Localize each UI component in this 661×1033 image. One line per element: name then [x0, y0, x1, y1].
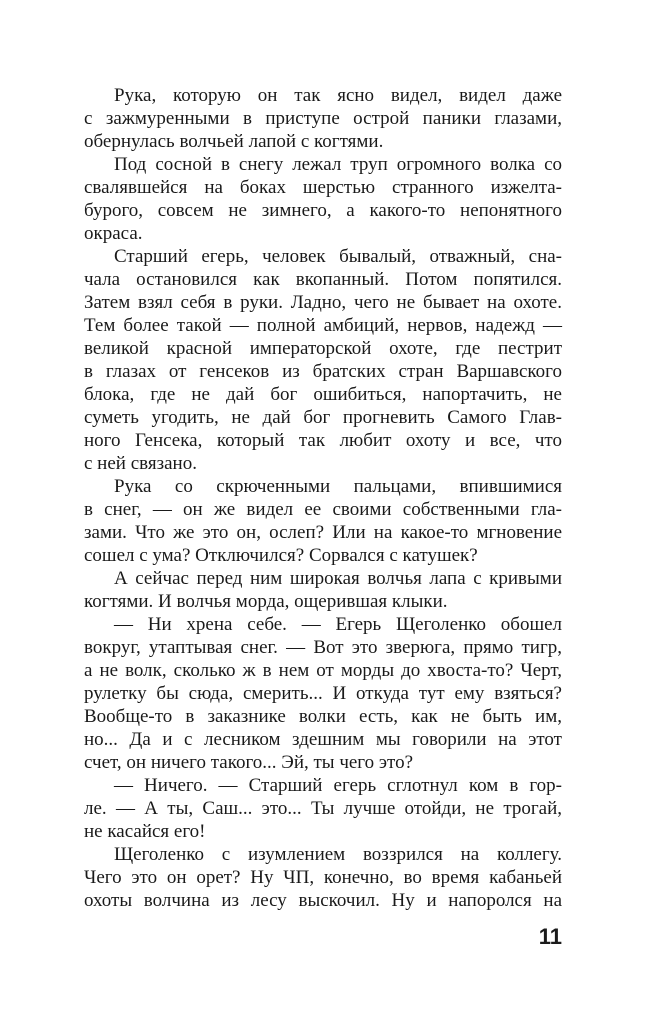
- text-line: но... Да и с лесником здешним мы говорили на этот: [84, 729, 562, 750]
- text-line: в снег, — он же видел ее своими собственными гла-: [84, 499, 562, 520]
- paragraph: [84, 613, 562, 774]
- text-line: суметь угодить, не дай бог прогневить Самого Глав-: [84, 407, 562, 428]
- text-line: — Ни хрена себе. — Егерь Щеголенко обошел: [114, 614, 562, 635]
- text-line: Вообще-то в заказнике волки есть, как не быть им,: [84, 706, 562, 727]
- text-line: вокруг, утаптывая снег. — Вот это зверюга, прямо тигр,: [84, 637, 562, 658]
- text-line: Чего это он орет? Ну ЧП, конечно, во время кабаньей: [84, 867, 562, 888]
- text-line: чала остановился как вкопанный. Потом попятился.: [84, 269, 562, 290]
- text-line: Старший егерь, человек бывалый, отважный, сна-: [114, 246, 562, 267]
- text-line: А сейчас перед ним широкая волчья лапа с кривыми: [114, 568, 562, 589]
- text-line: не касайся его!: [84, 821, 206, 842]
- text-line: свалявшейся на боках шерстью странного изжелта-: [84, 177, 562, 198]
- text-line: в глазах от генсеков из братских стран Варшавского: [84, 361, 562, 382]
- paragraph: [84, 84, 562, 153]
- paragraph: [84, 843, 562, 912]
- text-line: обернулась волчьей лапой с когтями.: [84, 131, 384, 152]
- text-line: когтями. И волчья морда, ощерившая клыки.: [84, 591, 448, 612]
- text-line: — Ничего. — Старший егерь сглотнул ком в гор-: [114, 775, 562, 796]
- text-line: Под сосной в снегу лежал труп огромного волка со: [114, 154, 562, 175]
- paragraph: [84, 153, 562, 245]
- text-line: бурого, совсем не зимнего, а какого-то непонятного: [84, 200, 562, 221]
- text-line: с зажмуренными в приступе острой паники глазами,: [84, 108, 562, 129]
- paragraph: [84, 475, 562, 567]
- page-number: 11: [538, 924, 562, 949]
- text-line: Затем взял себя в руки. Ладно, чего не бывает на охоте.: [84, 292, 562, 313]
- text-line: ного Генсека, который так любит охоту и все, что: [84, 430, 562, 451]
- text-line: великой красной императорской охоте, где пестрит: [84, 338, 562, 359]
- text-line: Рука со скрюченными пальцами, впившимися: [114, 476, 562, 497]
- text-line: блока, где не дай бог ошибиться, напортачить, не: [84, 384, 562, 405]
- text-line: Рука, которую он так ясно видел, видел даже: [114, 85, 562, 106]
- text-line: с ней связано.: [84, 453, 197, 474]
- text-line: окраса.: [84, 223, 143, 244]
- paragraph: [84, 567, 562, 613]
- text-line: а не волк, сколько ж в нем от морды до хвоста-то? Черт,: [84, 660, 562, 681]
- paragraph: [84, 245, 562, 475]
- text-line: рулетку бы сюда, смерить... И откуда тут ему взяться?: [84, 683, 562, 704]
- body-text: [84, 84, 562, 912]
- text-line: ле. — А ты, Саш... это... Ты лучше отойди, не трогай,: [84, 798, 562, 819]
- text-line: счет, он ничего такого... Эй, ты чего это?: [84, 752, 414, 773]
- text-line: сошел с ума? Отключился? Сорвался с катушек?: [84, 545, 478, 566]
- text-line: охоты волчина из лесу выскочил. Ну и напоролся на: [84, 890, 562, 911]
- text-line: Щеголенко с изумлением воззрился на коллегу.: [114, 844, 562, 865]
- text-line: Тем более такой — полной амбиций, нервов, надежд —: [84, 315, 562, 336]
- text-line: зами. Что же это он, ослеп? Или на какое-то мгновение: [84, 522, 562, 543]
- paragraph: [84, 774, 562, 843]
